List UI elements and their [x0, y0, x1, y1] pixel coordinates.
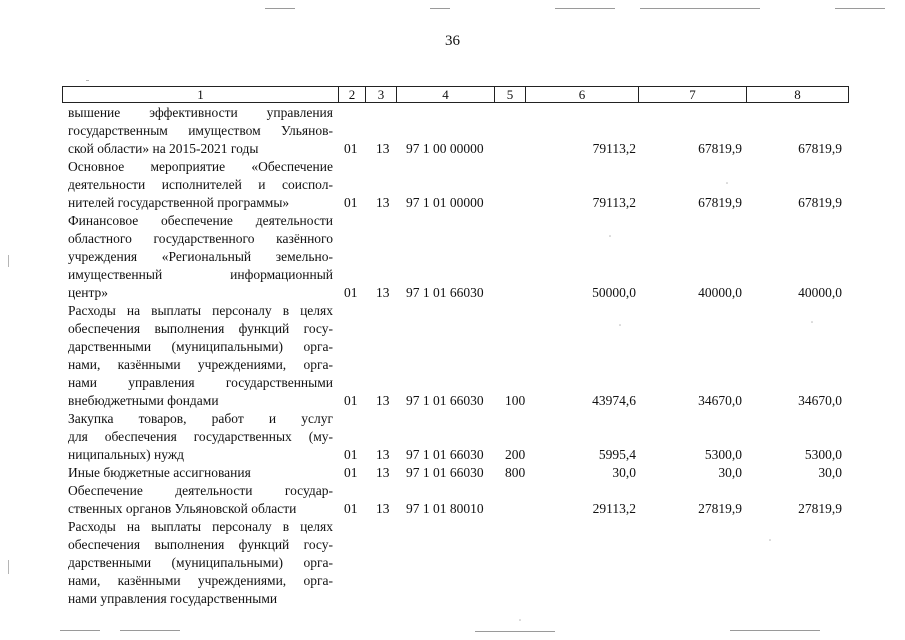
description-line: областного государственного казённого — [68, 231, 333, 246]
description-line: Финансовое обеспечение деятельности — [68, 213, 333, 228]
column-header-1: 1 — [63, 87, 339, 103]
column-header-table — [62, 86, 849, 103]
cell-col-5: 100 — [505, 393, 526, 408]
description-line: внебюджетными фондами — [68, 393, 219, 408]
scan-dust-top — [265, 8, 885, 9]
table-row — [0, 212, 905, 302]
description-line: деятельности исполнителей и соиспол- — [68, 177, 333, 192]
cell-col-2: 01 — [344, 465, 358, 480]
cell-col-7: 34670,0 — [698, 393, 742, 408]
cell-col-4: 97 1 01 00000 — [406, 195, 484, 210]
cell-col-3: 13 — [376, 501, 390, 516]
cell-col-3: 13 — [376, 465, 390, 480]
cell-col-4: 97 1 01 66030 — [406, 393, 484, 408]
description-line: вышение эффективности управления — [68, 105, 333, 120]
cell-col-4: 97 1 01 66030 — [406, 465, 484, 480]
cell-col-4: 97 1 00 00000 — [406, 141, 484, 156]
description-line: нами, казёнными учреждениями, орга- — [68, 573, 333, 588]
description-line: нами управления государственными — [68, 591, 278, 606]
column-header-2: 2 — [339, 87, 366, 103]
description-line: Расходы на выплаты персоналу в целях — [68, 303, 333, 318]
description-line: нами управления государственными — [68, 375, 333, 390]
column-header-8: 8 — [747, 87, 849, 103]
cell-col-8: 5300,0 — [804, 447, 842, 462]
cell-col-7: 40000,0 — [698, 285, 742, 300]
cell-col-4: 97 1 01 66030 — [406, 447, 484, 462]
column-header-3: 3 — [366, 87, 397, 103]
scan-dust-bottom — [60, 630, 820, 632]
table-row — [0, 302, 905, 410]
description-line: нами, казёнными учреждениями, орга- — [68, 357, 333, 372]
cell-col-3: 13 — [376, 285, 390, 300]
cell-col-2: 01 — [344, 447, 358, 462]
cell-col-2: 01 — [344, 393, 358, 408]
description-line: учреждения «Региональный земельно- — [68, 249, 333, 264]
column-header-7: 7 — [639, 87, 747, 103]
description-line: нителей государственной программы» — [68, 195, 290, 210]
row-values — [0, 446, 905, 464]
description-line: ниципальных) нужд — [68, 447, 185, 462]
cell-col-6: 50000,0 — [592, 285, 636, 300]
cell-col-2: 01 — [344, 501, 358, 516]
cell-col-8: 27819,9 — [798, 501, 842, 516]
description-line: обеспечения выполнения функций госу- — [68, 537, 333, 552]
cell-col-8: 67819,9 — [798, 141, 842, 156]
description-line: имущественный информационный — [68, 267, 333, 282]
description-line: дарственными (муниципальными) орга- — [68, 555, 333, 570]
row-values — [0, 194, 905, 212]
description-line: для обеспечения государственных (му- — [68, 429, 333, 444]
cell-col-7: 67819,9 — [698, 141, 742, 156]
cell-col-2: 01 — [344, 195, 358, 210]
table-row — [0, 104, 905, 158]
row-values — [0, 464, 905, 482]
cell-col-6: 29113,2 — [592, 501, 636, 516]
column-header-5: 5 — [495, 87, 526, 103]
cell-col-4: 97 1 01 66030 — [406, 285, 484, 300]
description-line: ской области» на 2015-2021 годы — [68, 141, 259, 156]
budget-table-body — [0, 104, 905, 608]
description-line: Расходы на выплаты персоналу в целях — [68, 519, 333, 534]
description-line: Иные бюджетные ассигнования — [68, 465, 251, 480]
cell-col-8: 30,0 — [818, 465, 842, 480]
column-header-4: 4 — [397, 87, 495, 103]
cell-col-7: 30,0 — [718, 465, 742, 480]
cell-col-2: 01 — [344, 285, 358, 300]
description-line: Обеспечение деятельности государ- — [68, 483, 333, 498]
cell-col-3: 13 — [376, 141, 390, 156]
row-values — [0, 500, 905, 518]
cell-col-3: 13 — [376, 447, 390, 462]
cell-col-6: 43974,6 — [592, 393, 636, 408]
cell-col-8: 34670,0 — [798, 393, 842, 408]
description-line: дарственными (муниципальными) орга- — [68, 339, 333, 354]
cell-col-6: 30,0 — [612, 465, 636, 480]
cell-col-5: 200 — [505, 447, 526, 462]
table-row — [0, 464, 905, 482]
description-line: государственным имуществом Ульянов- — [68, 123, 333, 138]
description-line: обеспечения выполнения функций госу- — [68, 321, 333, 336]
cell-col-7: 5300,0 — [704, 447, 742, 462]
page-number: 36 — [445, 33, 460, 49]
cell-col-8: 67819,9 — [798, 195, 842, 210]
cell-col-3: 13 — [376, 393, 390, 408]
table-row — [0, 518, 905, 608]
description-line: Основное мероприятие «Обеспечение — [68, 159, 333, 174]
cell-col-7: 27819,9 — [698, 501, 742, 516]
description-line: ственных органов Ульяновской области — [68, 501, 297, 516]
table-row — [0, 410, 905, 464]
column-header-row — [63, 87, 849, 103]
cell-col-8: 40000,0 — [798, 285, 842, 300]
cell-col-5: 800 — [505, 465, 526, 480]
row-values — [0, 140, 905, 158]
table-row — [0, 158, 905, 212]
cell-col-6: 79113,2 — [592, 195, 636, 210]
cell-col-6: 5995,4 — [598, 447, 636, 462]
cell-col-2: 01 — [344, 141, 358, 156]
description-line: Закупка товаров, работ и услуг — [68, 411, 333, 426]
cell-col-7: 67819,9 — [698, 195, 742, 210]
row-values — [0, 392, 905, 410]
description-line: центр» — [68, 285, 109, 300]
column-header-6: 6 — [526, 87, 639, 103]
row-values — [0, 590, 905, 608]
cell-col-6: 79113,2 — [592, 141, 636, 156]
row-values — [0, 284, 905, 302]
cell-col-3: 13 — [376, 195, 390, 210]
table-row — [0, 482, 905, 518]
cell-col-4: 97 1 01 80010 — [406, 501, 484, 516]
